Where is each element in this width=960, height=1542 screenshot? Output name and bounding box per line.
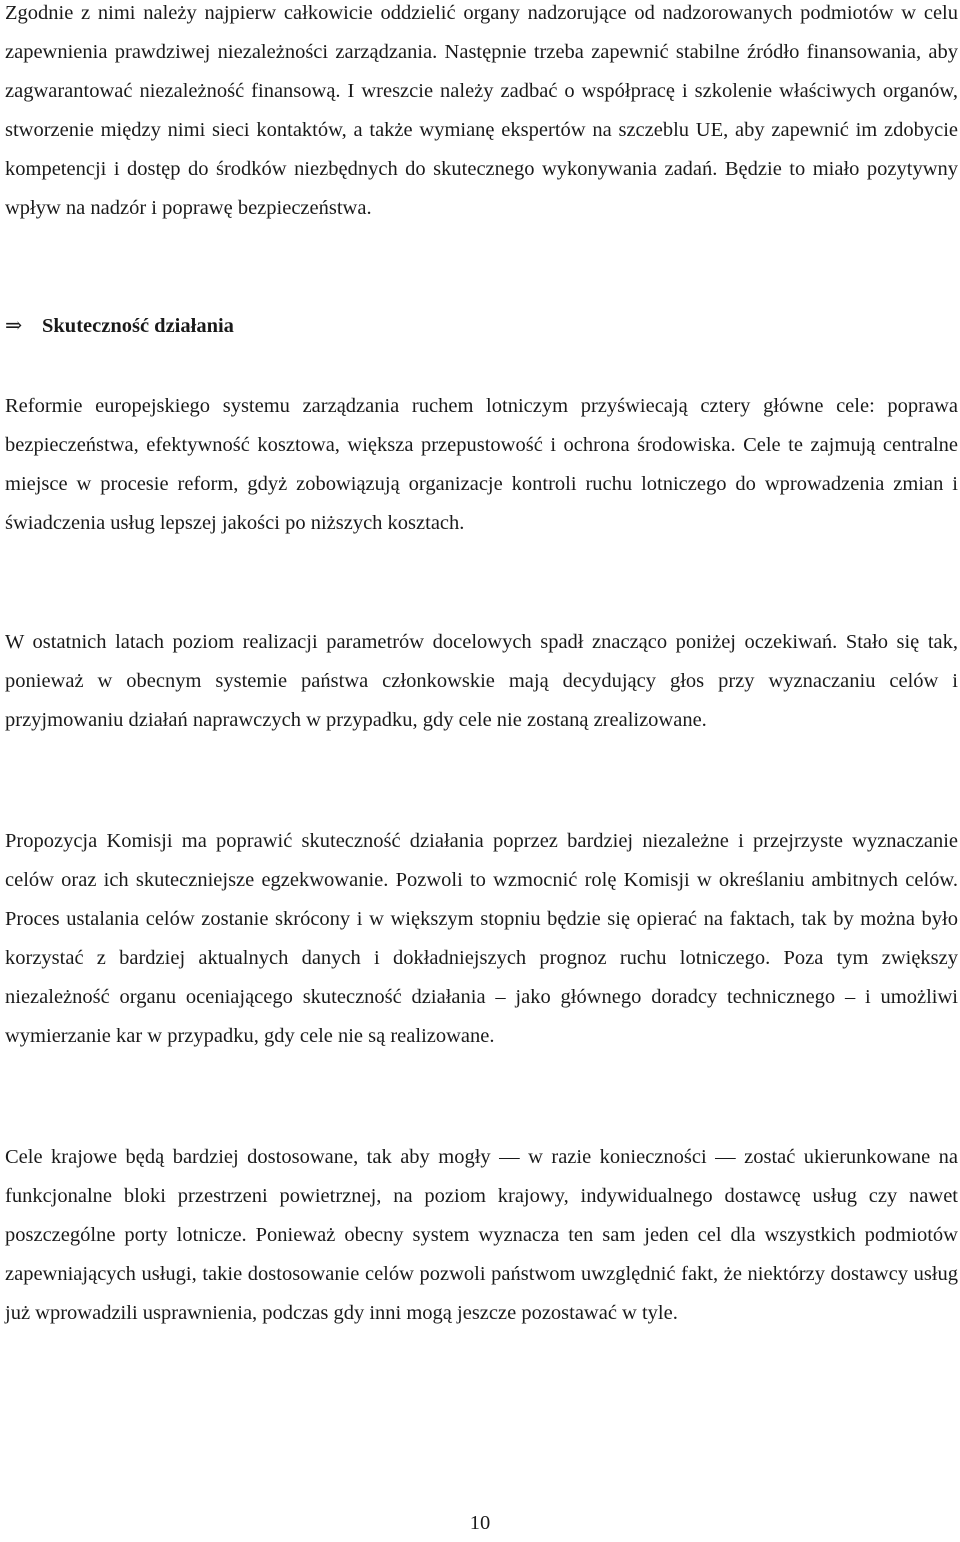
page-number: 10 bbox=[469, 1512, 491, 1534]
section-heading-text: Skuteczność działania bbox=[42, 315, 234, 337]
paragraph-commission-proposal: Propozycja Komisji ma poprawić skuteczność działania poprzez bardziej niezależne i przejrzyste wyznaczanie celów oraz ich skuteczniejsze egzekwowanie. Pozwoli to wzmocnić rolę Komisji w określaniu ambitnych celów. Proces ustalania celów zostanie skrócony i w większym stopniu będzie się opierać na faktach, tak by można było korzystać z bardziej aktualnych danych i dokładniejszych prognoz ruchu lotniczego. Poza tym zwiększy niezależność organu oceniającego skuteczność działania – jako głównego doradcy technicznego – i umożliwi wymierzanie kar w przypadku, gdy cele nie są realizowane. bbox=[5, 830, 958, 1047]
paragraph-reform-goals: Reformie europejskiego systemu zarządzania ruchem lotniczym przyświecają cztery główne cele: poprawa bezpieczeństwa, efektywność kosztowa, większa przepustowość i ochrona środowiska. Cele te zajmują centralne miejsce w procesie reform, gdyż zobowiązują organizacje kontroli ruchu lotniczego do wprowadzenia zmian i świadczenia usług lepszej jakości po niższych kosztach. bbox=[5, 395, 958, 534]
double-arrow-icon: ⇒ bbox=[5, 315, 23, 337]
paragraph-independence: Zgodnie z nimi należy najpierw całkowicie oddzielić organy nadzorujące od nadzorowanych podmiotów w celu zapewnienia prawdziwej niezależności zarządzania. Następnie trzeba zapewnić stabilne źródło finansowania, aby zagwarantować niezależność finansową. I wreszcie należy zadbać o współpracę i szkolenie właściwych organów, stworzenie między nimi sieci kontaktów, a także wymianę ekspertów na szczeblu UE, aby zapewnić im zdobycie kompetencji i dostęp do środków niezbędnych do skutecznego wykonywania zadań. Będzie to miało pozytywny wpływ na nadzór i poprawę bezpieczeństwa. bbox=[5, 2, 958, 219]
paragraph-national-targets: Cele krajowe będą bardziej dostosowane, tak aby mogły — w razie konieczności — zostać ukierunkowane na funkcjonalne bloki przestrzeni powietrznej, na poziom krajowy, indywidualnego dostawcę usług czy nawet poszczególne porty lotnicze. Ponieważ obecny system wyznacza ten sam jeden cel dla wszystkich podmiotów zapewniających usługi, takie dostosowanie celów pozwoli państwom uwzględnić fakt, że niektórzy dostawcy usług już wprowadzili usprawnienia, podczas gdy inni mogą jeszcze pozostawać w tyle. bbox=[5, 1146, 958, 1324]
section-heading bbox=[5, 307, 234, 346]
paragraph-recent-years: W ostatnich latach poziom realizacji parametrów docelowych spadł znacząco poniżej oczekiwań. Stało się tak, ponieważ w obecnym systemie państwa członkowskie mają decydujący głos przy wyznaczaniu celów i przyjmowaniu działań naprawczych w przypadku, gdy cele nie zostaną zrealizowane. bbox=[5, 631, 958, 731]
